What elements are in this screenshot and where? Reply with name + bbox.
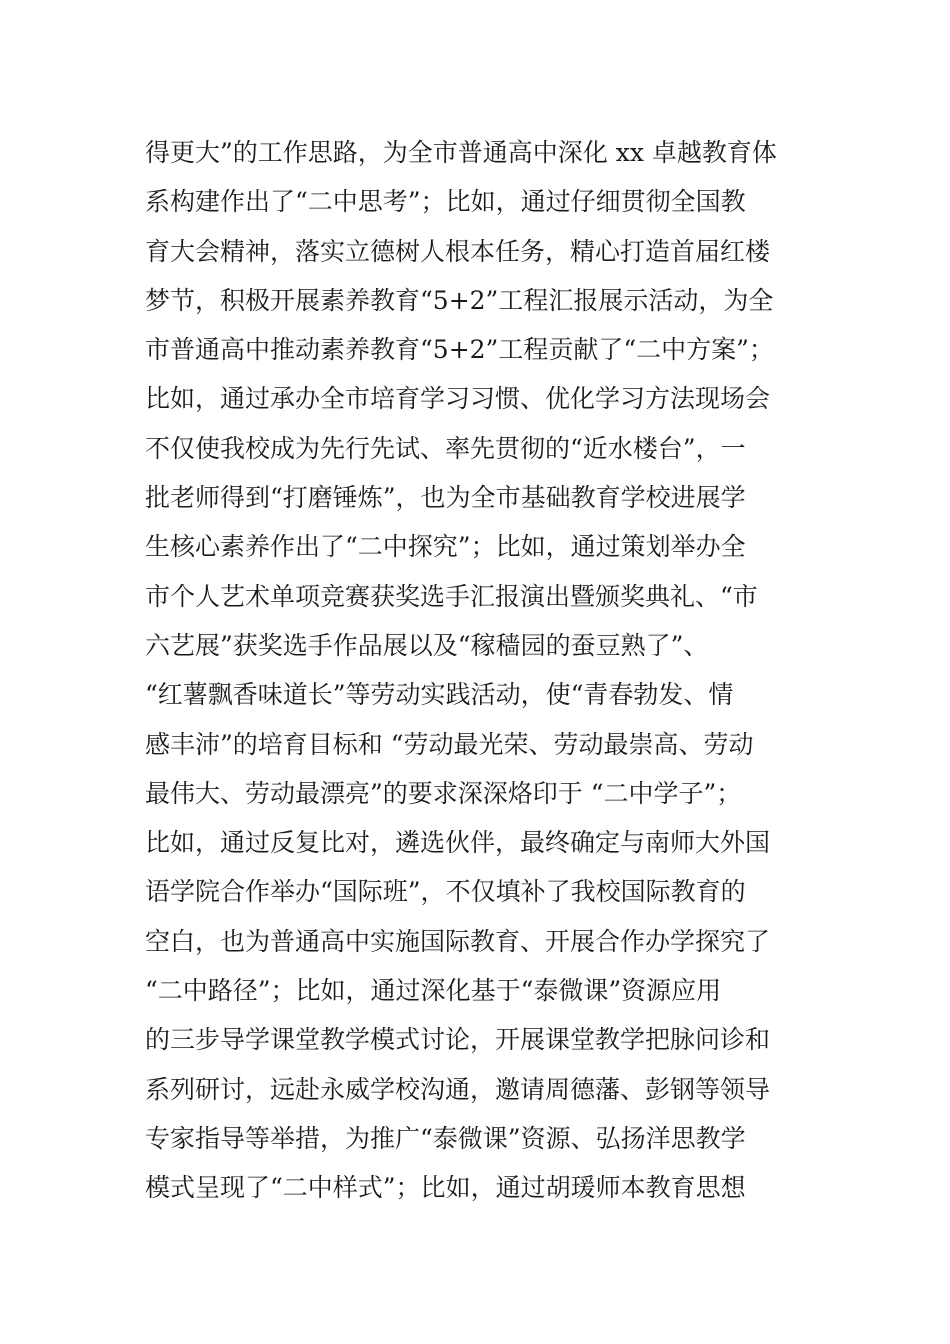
text-line: 专家指导等举措，为推广“泰微课”资源、弘扬洋思教学 [145, 1123, 746, 1153]
text-line: 感丰沛”的培育目标和 “劳动最光荣、劳动最崇高、劳动 [145, 729, 754, 759]
text-line: 批老师得到“打磨锤炼”，也为全市基础教育学校进展学 [145, 483, 746, 513]
text-line: 得更大”的工作思路，为全市普通高中深化 xx 卓越教育体 [145, 138, 777, 167]
body-paragraph [145, 128, 825, 1213]
text-line: 系列研讨，远赴永威学校沟通，邀请周德藩、彭钢等领导 [145, 1074, 771, 1104]
text-line: 市普通高中推动素养教育“5+2”工程贡献了“二中方案”； [145, 335, 774, 365]
text-line: 比如，通过承办全市培育学习习惯、优化学习方法现场会 [145, 384, 771, 414]
text-line: 市个人艺术单项竞赛获奖选手汇报演出暨颁奖典礼、“市 [145, 581, 758, 611]
text-line: 最伟大、劳动最漂亮”的要求深深烙印于 “二中学子”； [145, 778, 742, 808]
text-line: 育大会精神，落实立德树人根本任务，精心打造首届红楼 [145, 236, 771, 266]
text-line: 空白，也为普通高中实施国际教育、开展合作办学探究了 [145, 926, 771, 956]
text-line: 生核心素养作出了“二中探究”；比如，通过策划举办全 [145, 532, 746, 562]
text-line: 六艺展”获奖选手作品展以及“稼穑园的蚕豆熟了”、 [145, 630, 709, 660]
text-line: “二中路径”；比如，通过深化基于“泰微课”资源应用 [145, 976, 722, 1006]
text-line: 语学院合作举办“国际班”，不仅填补了我校国际教育的 [145, 877, 746, 907]
text-line: 不仅使我校成为先行先试、率先贯彻的“近水楼台”，一 [145, 433, 746, 463]
text-line: 的三步导学课堂教学模式讨论，开展课堂教学把脉问诊和 [145, 1025, 771, 1055]
text-line: 比如，通过反复比对，遴选伙伴，最终确定与南师大外国 [145, 828, 771, 858]
text-line: 模式呈现了“二中样式”；比如，通过胡瑗师本教育思想 [145, 1173, 746, 1203]
text-line: 梦节，积极开展素养教育“5+2”工程汇报展示活动，为全 [145, 285, 774, 315]
text-line: 系构建作出了“二中思考”；比如，通过仔细贯彻全国教 [145, 187, 746, 217]
text-line: “红薯飘香味道长”等劳动实践活动，使“青春勃发、情 [145, 680, 734, 710]
